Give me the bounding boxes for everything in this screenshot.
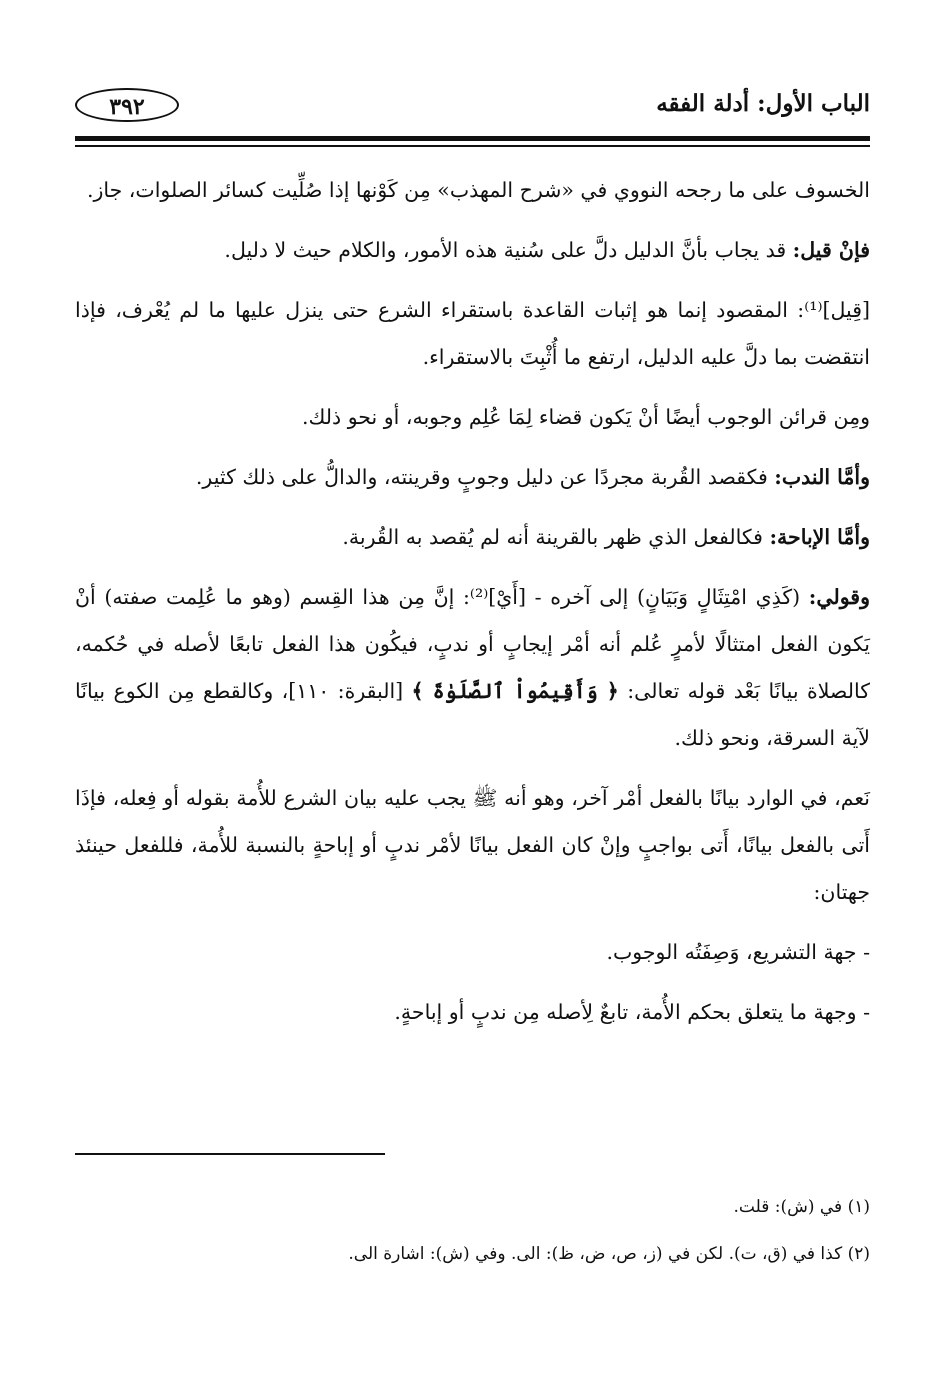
footnote-separator: [75, 1153, 385, 1155]
paragraph-5-lead: وأمَّا الندب:: [774, 465, 870, 489]
footnotes: [75, 1184, 870, 1278]
paragraph-2: [75, 227, 870, 274]
paragraph-5-text: فكقصد القُربة مجردًا عن دليل وجوبٍ وقرينته، والدالُّ على ذلك كثير.: [195, 465, 775, 489]
paragraph-5: [75, 454, 870, 501]
quran-verse: ﴿ وَأَقِيمُواْ ٱلصَّلَوٰةَ ﴾: [411, 679, 619, 703]
paragraph-7-lead: وقولي:: [808, 585, 870, 609]
paragraph-7-text-b: [البقرة: ١١٠]، وكالقطع مِن الكوع بيانًا لآية السرقة، ونحو ذلك.: [75, 679, 870, 750]
page-number-badge: ٣٩٢: [75, 88, 179, 122]
chapter-title: الباب الأول: أدلة الفقه: [656, 90, 870, 117]
paragraph-6-text: فكالفعل الذي ظهر بالقرينة أنه لم يُقصد به القُربة.: [342, 525, 770, 549]
paragraph-8: نَعم، في الوارد بيانًا بالفعل أمْر آخر، وهو أنه ﷺ يجب عليه بيان الشرع للأُمة بقوله أو فِعله، فإذَا أَتى بالفعل بيانًا، أَتى بواجبٍ وإنْ كان الفعل بيانًا لأمْر ندبٍ أو إباحةٍ بالنسبة للأُمة، فللفعل حينئذ جهتان:: [75, 786, 870, 904]
paragraph-6-lead: وأمَّا الإباحة:: [769, 525, 870, 549]
dash-item-1: - جهة التشريع، وَصِفَتُه الوجوب.: [606, 940, 870, 964]
paragraph-2-text: قد يجاب بأنَّ الدليل دلَّ على سُنية هذه الأمور، والكلام حيث لا دليل.: [224, 238, 793, 262]
paragraph-3: [قِيل]⁽¹⁾: المقصود إنما هو إثبات القاعدة باستقراء الشرع حتى ينزل عليها ما لم يُعْرف، فإذا انتقضت بما دلَّ عليه الدليل، ارتفع ما أُثْبِتَ بالاستقراء.: [75, 298, 870, 369]
paragraph-4: ومِن قرائن الوجوب أيضًا أنْ يَكون قضاء لِمَا عُلِم وجوبه، أو نحو ذلك.: [302, 405, 870, 429]
paragraph-7: [75, 574, 870, 762]
paragraph-1: الخسوف على ما رجحه النووي في «شرح المهذب» مِن كَوْنها إذا صُلِّيت كسائر الصلوات، جاز.: [86, 178, 870, 202]
dash-item-2: - وجهة ما يتعلق بحكم الأُمة، تابعٌ لِأصله مِن ندبٍ أو إباحةٍ.: [394, 1000, 870, 1024]
running-header: [75, 88, 870, 128]
paragraph-2-lead: فإنْ قيل:: [792, 238, 870, 262]
main-text: [75, 167, 870, 1049]
header-rule-thin: [75, 145, 870, 147]
paragraph-7-text-a: (كَذِي امْتِثَالٍ وَبَيَانٍ) إلى آخره - [أَيْ]⁽²⁾: إنَّ مِن هذا القِسم (وهو ما عُلِمت صفته) أنْ يَكون الفعل امتثالًا لأمرٍ عُلم أنه أمْر إيجابٍ أو ندبٍ، فيكُون هذا الفعل تابعًا لأصله في حُكمه، كالصلاة بيانًا بَعْد قوله تعالى:: [75, 585, 870, 703]
footnote-2: (٢) كذا في (ق، ت). لكن في (ز، ص، ض، ظ): الى. وفي (ش): اشارة الى.: [348, 1244, 870, 1264]
paragraph-6: [75, 514, 870, 561]
footnote-1: (١) في (ش): قلت.: [733, 1197, 870, 1217]
header-rule-thick: [75, 136, 870, 141]
